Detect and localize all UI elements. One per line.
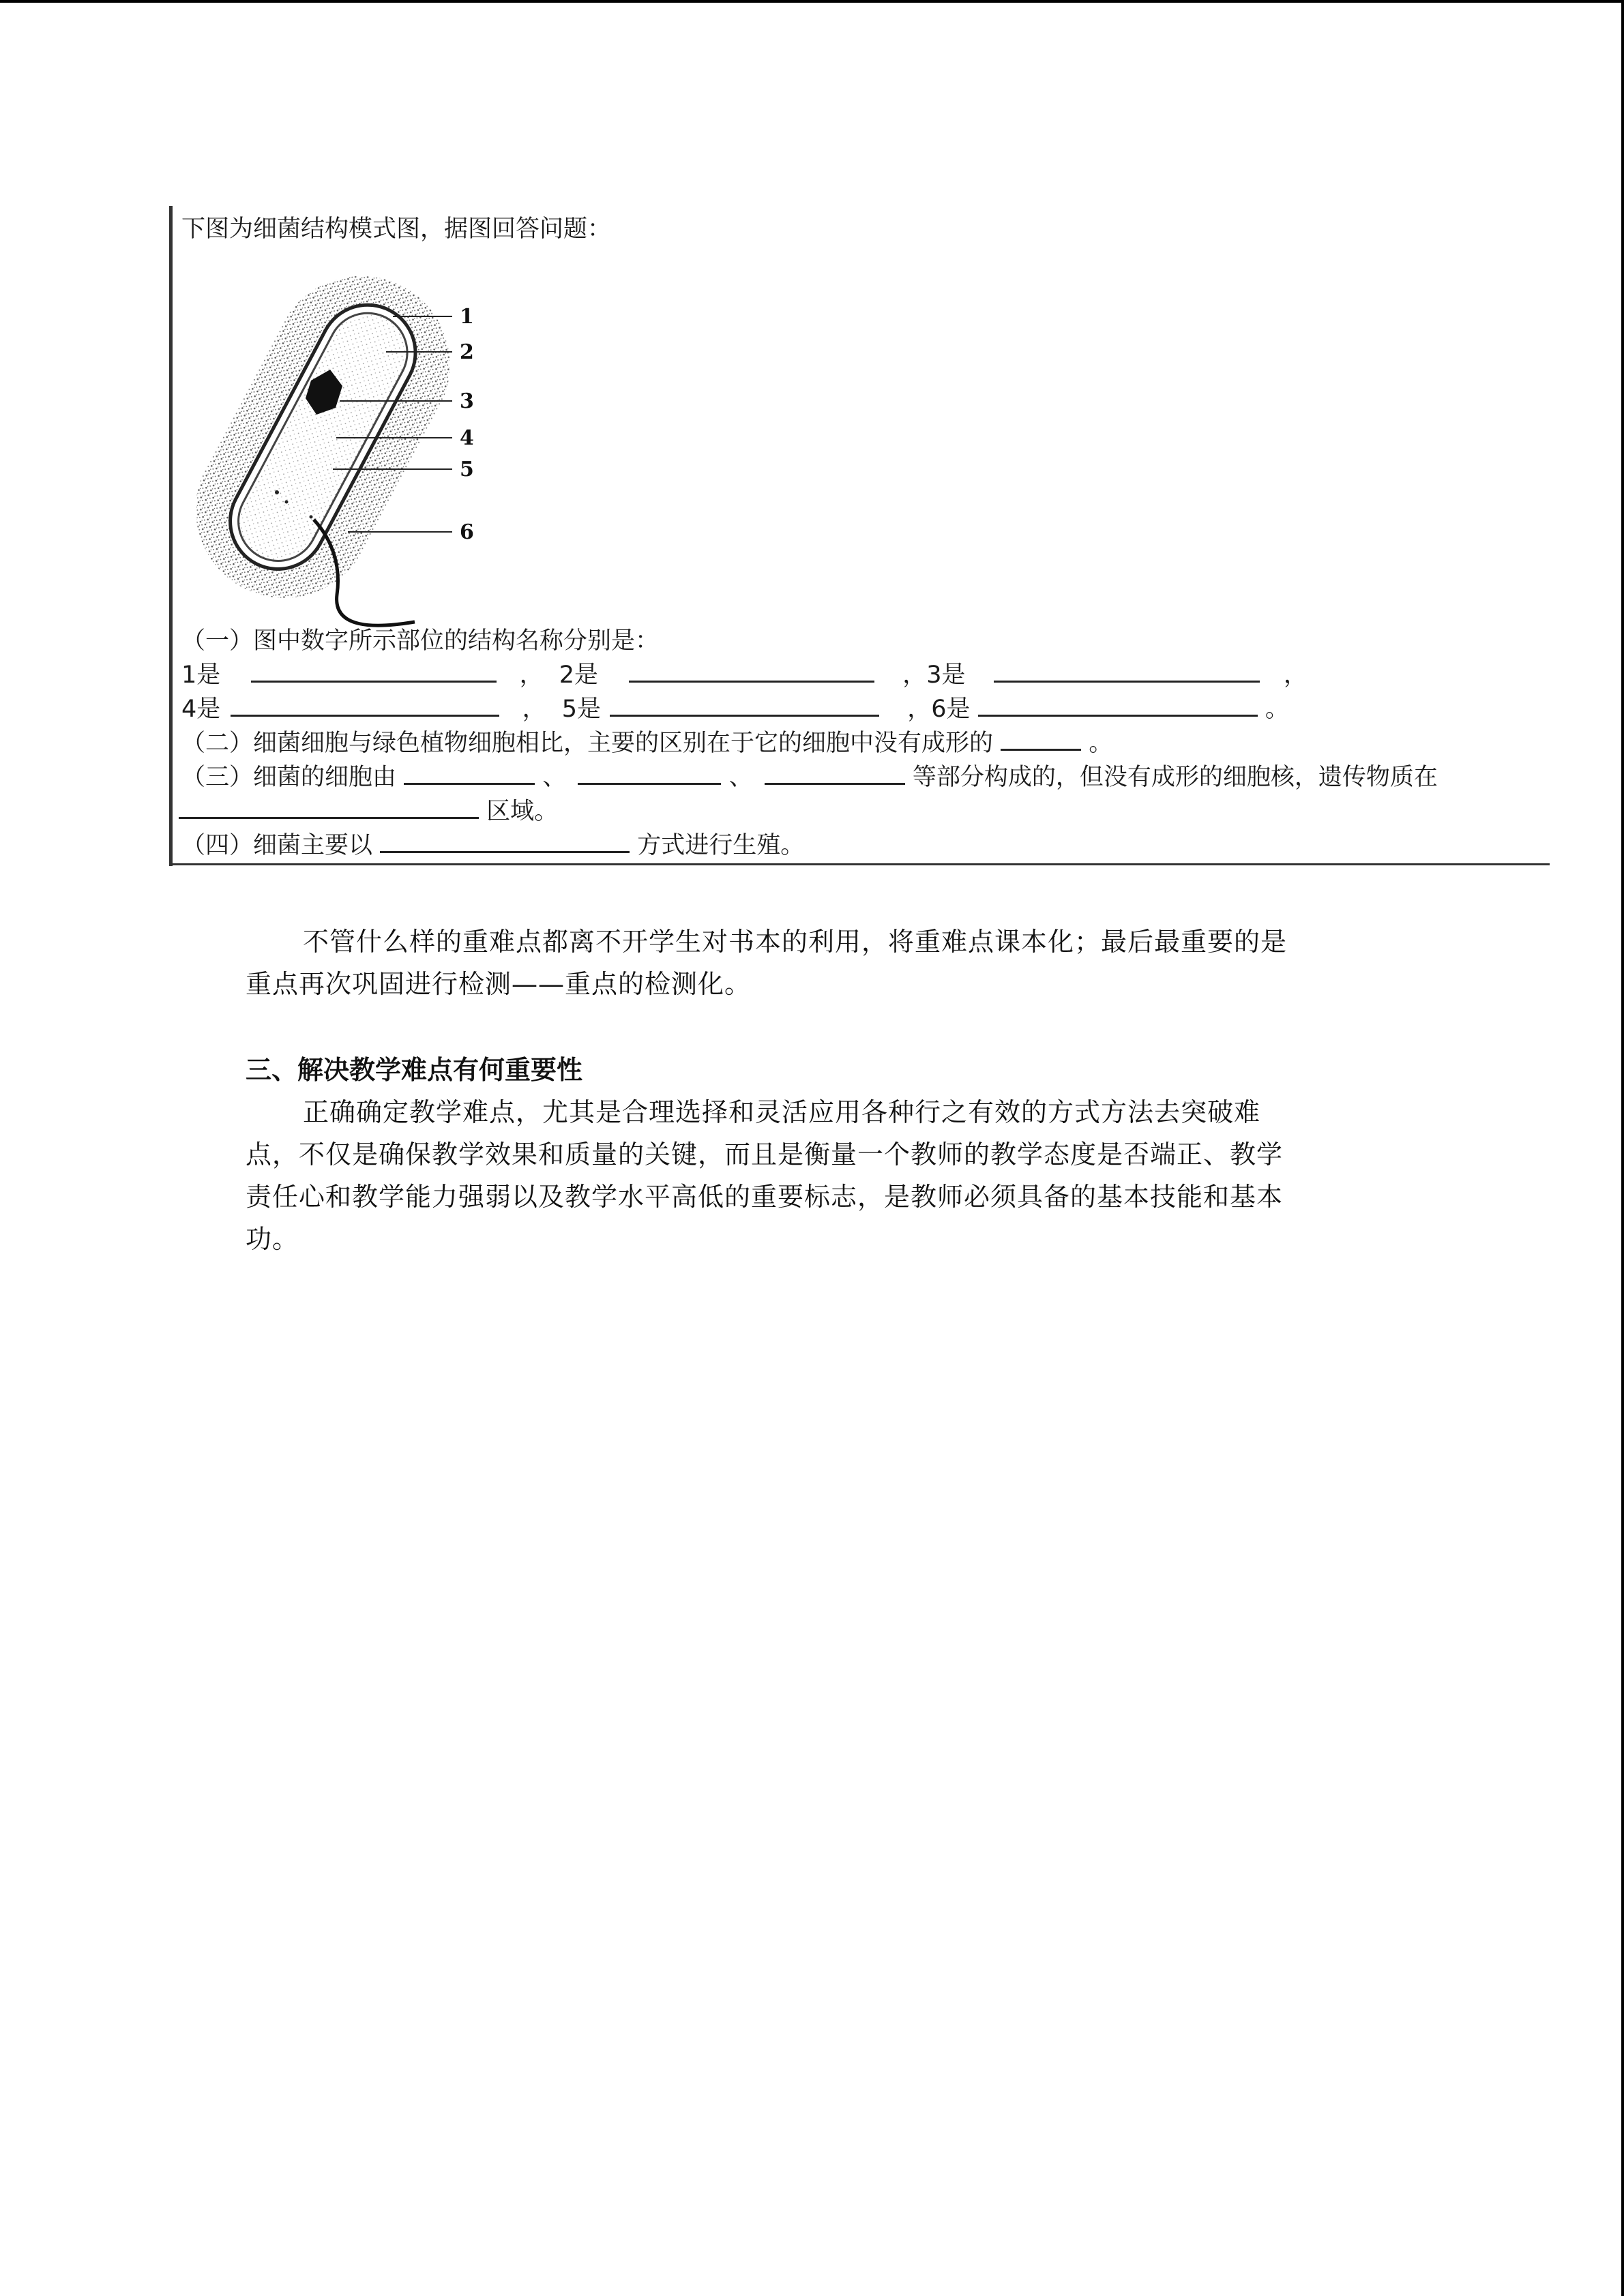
diagram-label-3: 3 xyxy=(460,389,474,413)
label-2: 2是 xyxy=(559,661,598,689)
label-6: ，6是 xyxy=(907,696,971,723)
row-end: 。 xyxy=(1265,696,1289,723)
row-end: ， xyxy=(1283,661,1308,689)
label-1: 1是 xyxy=(181,661,221,689)
question-3-prefix: （三）细菌的细胞由 xyxy=(181,764,397,791)
diagram-label-4: 4 xyxy=(460,426,474,450)
blank-5 xyxy=(610,694,879,717)
blank-q3-d xyxy=(179,796,479,819)
bacteria-worksheet-image xyxy=(169,206,1550,866)
paragraph-2-line-3: 责任心和教学能力强弱以及教学水平高低的重要标志，是教师必须具备的基本技能和基本 xyxy=(246,1182,1284,1212)
question-1: （一）图中数字所示部位的结构名称分别是： xyxy=(181,627,660,655)
answer-row-1 xyxy=(181,660,1308,690)
diagram-label-1: 1 xyxy=(460,305,474,329)
question-4-prefix: （四）细菌主要以 xyxy=(181,832,373,859)
diagram-label-6: 6 xyxy=(460,520,474,544)
question-2-end: 。 xyxy=(1089,730,1113,757)
worksheet-intro: 下图为细菌结构模式图，据图回答问题： xyxy=(181,215,612,243)
question-2 xyxy=(181,728,1112,758)
paragraph-1-line-1: 不管什么样的重难点都离不开学生对书本的利用，将重难点课本化；最后最重要的是 xyxy=(303,927,1288,957)
blank-2 xyxy=(629,660,874,683)
question-3-end: 区域。 xyxy=(486,798,559,825)
answer-row-2 xyxy=(181,694,1289,724)
paragraph-2 xyxy=(246,1091,1364,1260)
question-3-suffix: 等部分构成的，但没有成形的细胞核，遗传物质在 xyxy=(912,764,1438,791)
question-4-suffix: 方式进行生殖。 xyxy=(637,832,805,859)
paragraph-1-cont xyxy=(246,963,1364,1005)
bacteria-structure-diagram xyxy=(196,247,510,629)
blank-q4 xyxy=(380,831,630,853)
question-3-line-2 xyxy=(179,796,558,826)
separator: 、 xyxy=(728,764,753,791)
worksheet-left-bar xyxy=(169,206,173,866)
question-2-text: （二）细菌细胞与绿色植物细胞相比，主要的区别在于它的细胞中没有成形的 xyxy=(181,730,994,757)
worksheet-bottom-line xyxy=(169,863,1550,865)
question-4 xyxy=(181,831,804,861)
label-4: 4是 xyxy=(181,696,221,723)
paragraph-2-line-1: 正确确定教学难点，尤其是合理选择和灵活应用各种行之有效的方式方法去突破难 xyxy=(303,1097,1261,1127)
section-3-heading: 三、解决教学难点有何重要性 xyxy=(246,1054,583,1085)
page-border-top xyxy=(0,0,1624,3)
question-3 xyxy=(181,762,1438,792)
blank-1 xyxy=(251,660,497,683)
diagram-label-5: 5 xyxy=(460,458,474,481)
label-5: 5是 xyxy=(561,696,601,723)
blank-6 xyxy=(978,694,1258,717)
blank-q3-b xyxy=(578,762,721,785)
diagram-label-2: 2 xyxy=(460,340,474,364)
comma: ， xyxy=(519,661,544,689)
paragraph-1-line-2: 重点再次巩固进行检测——重点的检测化。 xyxy=(246,969,752,999)
paragraph-2-line-2: 点，不仅是确保教学效果和质量的关键，而且是衡量一个教师的教学态度是否端正、教学 xyxy=(246,1139,1284,1169)
blank-q2 xyxy=(1001,728,1081,751)
separator: 、 xyxy=(542,764,567,791)
comma: ， xyxy=(522,696,546,723)
blank-3 xyxy=(994,660,1260,683)
blank-q3-a xyxy=(404,762,535,785)
paragraph-1 xyxy=(246,921,1364,963)
blank-4 xyxy=(231,694,499,717)
label-3: ，3是 xyxy=(902,661,966,689)
blank-q3-c xyxy=(765,762,905,785)
page-border-right xyxy=(1621,0,1624,2296)
paragraph-2-line-4: 功。 xyxy=(246,1224,299,1254)
